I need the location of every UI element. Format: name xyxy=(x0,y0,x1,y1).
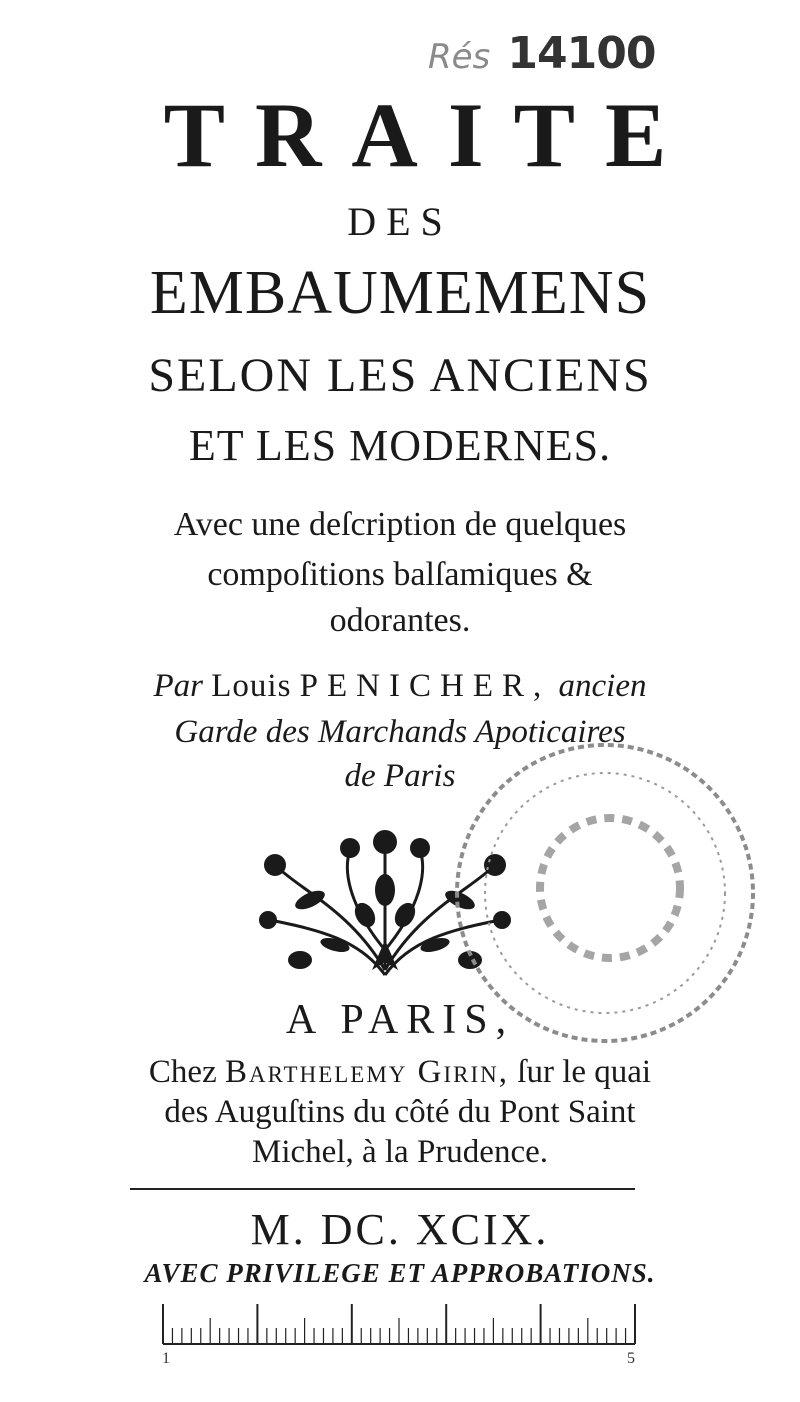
author-line-1 xyxy=(0,668,800,705)
shelfmark-number: 14100 xyxy=(507,28,656,79)
author-title: ancien xyxy=(558,668,647,704)
scale-start-label: 1 xyxy=(162,1350,170,1367)
imprint-line-2: des Auguſtins du côté du Pont Saint xyxy=(164,1094,636,1130)
subtitle-line-2: compoſitions balſamiques & xyxy=(207,556,593,593)
shelfmark-handwritten: Rés xyxy=(428,37,491,77)
title-line-5: ET LES MODERNES. xyxy=(188,421,612,470)
imprint-line-1 xyxy=(0,1054,800,1091)
author-line-3: de Paris xyxy=(344,758,456,794)
publication-year: M. DC. XCIX. xyxy=(250,1205,550,1254)
author-by: Par xyxy=(153,668,203,704)
author-first-name: Louis xyxy=(211,668,292,704)
imprint-prefix: Chez xyxy=(148,1054,217,1090)
scale-end-label: 5 xyxy=(627,1350,635,1367)
title-line-2: DES xyxy=(347,199,453,244)
title-line-3: EMBAUMEMENS xyxy=(149,259,651,327)
imprint-place: A PARIS, xyxy=(285,997,515,1043)
measurement-scale xyxy=(160,1300,640,1348)
title-line-1: TRAITE xyxy=(163,84,697,186)
divider-rule xyxy=(130,1188,635,1190)
author-line-2: Garde des Marchands Apoticaires xyxy=(174,714,626,750)
shelfmark xyxy=(428,28,655,79)
imprint-address: ſur le quai xyxy=(517,1054,652,1090)
imprint-publisher: Barthelemy Girin, xyxy=(224,1054,510,1090)
privilege-line: AVEC PRIVILEGE ET APPROBATIONS. xyxy=(144,1258,656,1288)
author-last-name: PENICHER, xyxy=(299,668,551,704)
subtitle-line-1: Avec une deſcription de quelques xyxy=(173,506,627,543)
title-line-4: SELON LES ANCIENS xyxy=(148,349,652,402)
imprint-line-3: Michel, à la Prudence. xyxy=(252,1134,548,1170)
subtitle-line-3: odorantes. xyxy=(329,602,471,639)
